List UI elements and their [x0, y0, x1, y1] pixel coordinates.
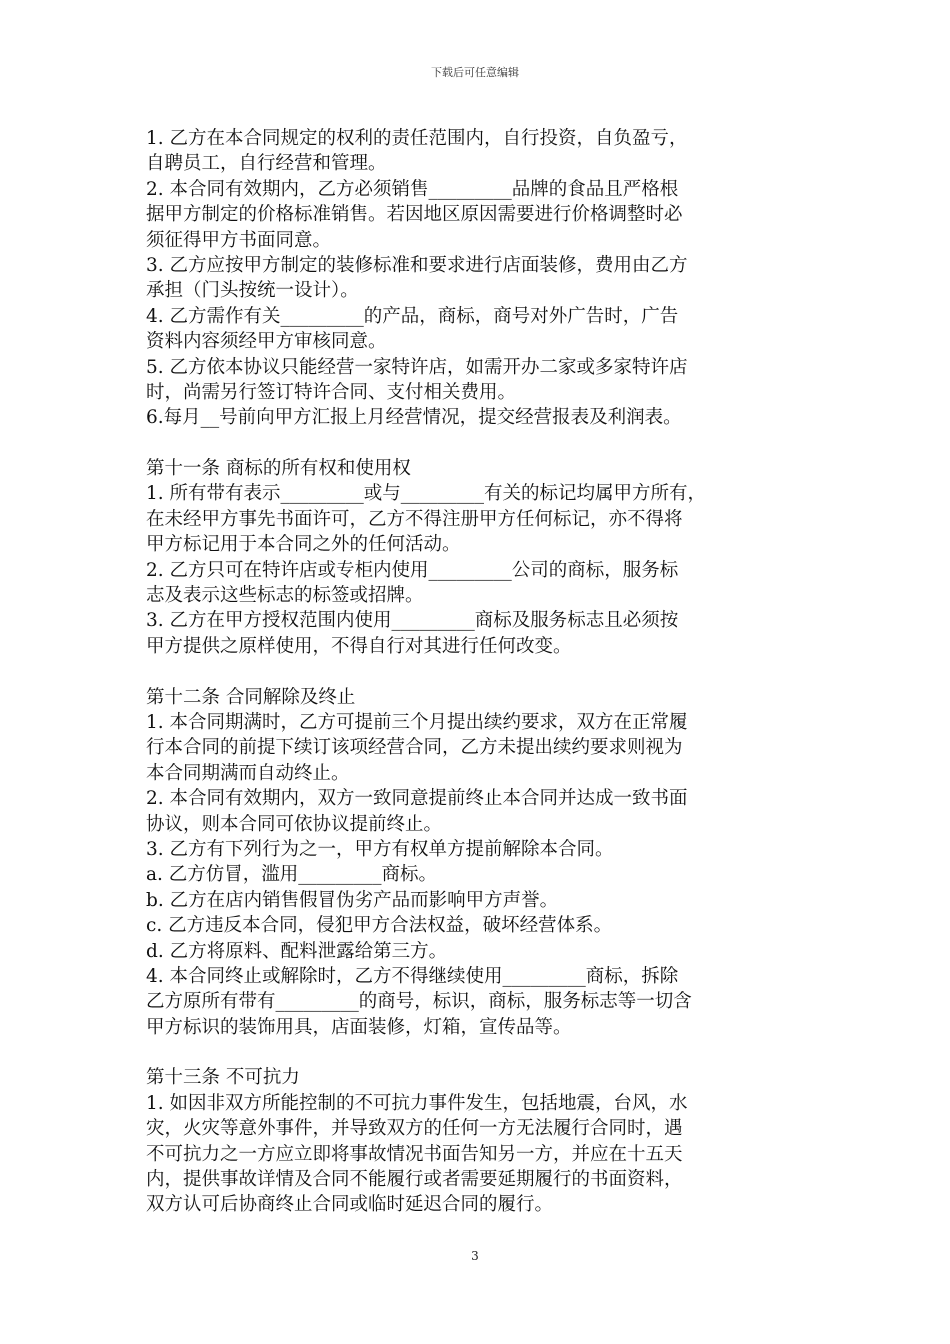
text-line: 4. 本合同终止或解除时，乙方不得继续使用_________商标，拆除 [146, 965, 679, 987]
section-heading: 第十一条 商标的所有权和使用权 [146, 458, 411, 480]
text-line: 双方认可后协商终止合同或临时延迟合同的履行。 [146, 1194, 554, 1216]
section-heading: 第十三条 不可抗力 [146, 1067, 300, 1089]
text-line: 行本合同的前提下续订该项经营合同，乙方未提出续约要求则视为 [146, 737, 683, 759]
text-line: 3. 乙方应按甲方制定的装修标准和要求进行店面装修，费用由乙方 [146, 254, 688, 276]
text-line: 1. 乙方在本合同规定的权利的责任范围内，自行投资，自负盈亏， [146, 128, 688, 149]
text-line: 4. 乙方需作有关_________的产品，商标，商号对外广告时，广告 [146, 305, 679, 327]
text-line: d. 乙方将原料、配料泄露给第三方。 [146, 940, 448, 962]
text-line: b. 乙方在店内销售假冒伪劣产品而影响甲方声誉。 [146, 889, 559, 911]
text-line: 乙方原所有带有_________的商号，标识，商标，服务标志等一切含 [146, 991, 692, 1013]
text-line: 2. 乙方只可在特许店或专柜内使用_________公司的商标，服务标 [146, 559, 679, 581]
text-line: 承担（门头按统一设计）。 [146, 280, 359, 302]
text-line: 甲方标识的装饰用具，店面装修，灯箱，宣传品等。 [146, 1016, 572, 1038]
text-line: 1. 本合同期满时，乙方可提前三个月提出续约要求，双方在正常履 [146, 711, 688, 733]
paragraph-gap [146, 1040, 818, 1065]
text-line: c. 乙方违反本合同，侵犯甲方合法权益，破坏经营体系。 [146, 915, 613, 937]
text-line: 1. 如因非双方所能控制的不可抗力事件发生，包括地震，台风，水 [146, 1092, 688, 1114]
text-line: a. 乙方仿冒，滥用_________商标。 [146, 864, 438, 886]
text-line: 资料内容须经甲方审核同意。 [146, 331, 387, 353]
text-line: 2. 本合同有效期内，双方一致同意提前终止本合同并达成一致书面 [146, 788, 688, 810]
text-line: 3. 乙方在甲方授权范围内使用_________商标及服务标志且必须按 [146, 610, 679, 632]
text-line: 志及表示这些标志的标签或招牌。 [146, 585, 424, 607]
section-heading: 第十二条 合同解除及终止 [146, 686, 356, 708]
text-line: 据甲方制定的价格标准销售。若因地区原因需要进行价格调整时必 [146, 204, 683, 226]
text-line: 在未经甲方事先书面许可，乙方不得注册甲方任何标记，亦不得将 [146, 508, 683, 530]
text-line: 时，尚需另行签订特许合同、支付相关费用。 [146, 381, 517, 403]
text-line: 协议，则本合同可依协议提前终止。 [146, 813, 443, 835]
text-line: 本合同期满而自动终止。 [146, 762, 350, 784]
text-line: 内，提供事故详情及合同不能履行或者需要延期履行的书面资料， [146, 1169, 683, 1191]
text-line: 甲方标记用于本合同之外的任何活动。 [146, 534, 461, 556]
text-line: 须征得甲方书面同意。 [146, 229, 332, 251]
text-line: 1. 所有带有表示_________或与_________有关的标记均属甲方所有， [146, 483, 707, 505]
text-line: 3. 乙方有下列行为之一，甲方有权单方提前解除本合同。 [146, 838, 614, 860]
document-body [146, 126, 818, 1218]
text-line: 不可抗力之一方应立即将事故情况书面告知另一方，并应在十五天 [146, 1143, 683, 1165]
text-line: 5. 乙方依本协议只能经营一家特许店，如需开办二家或多家特许店 [146, 356, 688, 378]
text-line: 灾，火灾等意外事件，并导致双方的任何一方无法履行合同时，遇 [146, 1118, 683, 1140]
paragraph-gap [146, 659, 818, 684]
text-line: 甲方提供之原样使用，不得自行对其进行任何改变。 [146, 635, 572, 657]
text-line: 自聘员工，自行经营和管理。 [146, 153, 387, 175]
text-line: 6.每月__号前向甲方汇报上月经营情况，提交经营报表及利润表。 [146, 407, 682, 429]
page-header: 下载后可任意编辑 [431, 66, 519, 79]
text-line: 2. 本合同有效期内，乙方必须销售_________品牌的食品且严格根 [146, 178, 679, 200]
page-number: 3 [471, 1249, 479, 1263]
paragraph-gap [146, 431, 818, 456]
